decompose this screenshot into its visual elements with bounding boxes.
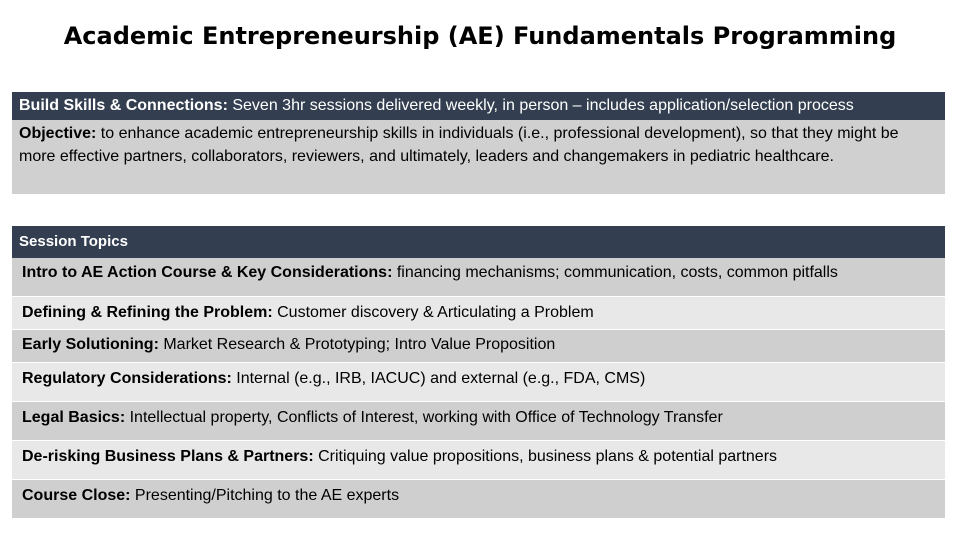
session-row (12, 363, 945, 402)
build-skills-header (12, 92, 945, 120)
session-text: Critiquing value propositions, business plans & potential partners (313, 448, 778, 465)
session-text: Internal (e.g., IRB, IACUC) and external (e.g., FDA, CMS) (231, 370, 646, 387)
session-label: Defining & Refining the Problem: (22, 304, 273, 321)
session-label: Early Solutioning: (22, 336, 159, 353)
build-skills-label: Build Skills & Connections: (19, 97, 228, 114)
session-label: Legal Basics: (22, 409, 126, 426)
build-skills-text: Seven 3hr sessions delivered weekly, in person – includes application/selection process (227, 97, 854, 114)
session-label: Course Close: (22, 487, 131, 504)
session-text: Market Research & Prototyping; Intro Value Proposition (158, 336, 556, 353)
session-topics-table (12, 226, 945, 519)
session-text: financing mechanisms; communication, costs, common pitfalls (392, 264, 838, 281)
session-text: Presenting/Pitching to the AE experts (130, 487, 400, 504)
session-row (12, 480, 945, 519)
objective-cell (12, 120, 945, 194)
session-row (12, 330, 945, 363)
objective-text: to enhance academic entrepreneurship skills in individuals (i.e., professional development), so that they might be more effective partners, collaborators, reviewers, and ultimately, leaders and changemakers in pediatric healthcare. (19, 125, 899, 165)
session-row (12, 297, 945, 330)
objective-label: Objective: (19, 125, 97, 142)
session-label: Intro to AE Action Course & Key Considerations: (22, 264, 393, 281)
program-summary-table (12, 92, 945, 194)
session-row (12, 441, 945, 480)
session-topics-header: Session Topics (12, 226, 945, 258)
page-title: Academic Entrepreneurship (AE) Fundamentals Programming (63, 22, 897, 50)
session-row (12, 402, 945, 441)
session-label: Regulatory Considerations: (22, 370, 232, 387)
session-text: Customer discovery & Articulating a Problem (272, 304, 594, 321)
session-label: De-risking Business Plans & Partners: (22, 448, 314, 465)
session-row (12, 258, 945, 297)
session-text: Intellectual property, Conflicts of Interest, working with Office of Technology Transfer (125, 409, 723, 426)
